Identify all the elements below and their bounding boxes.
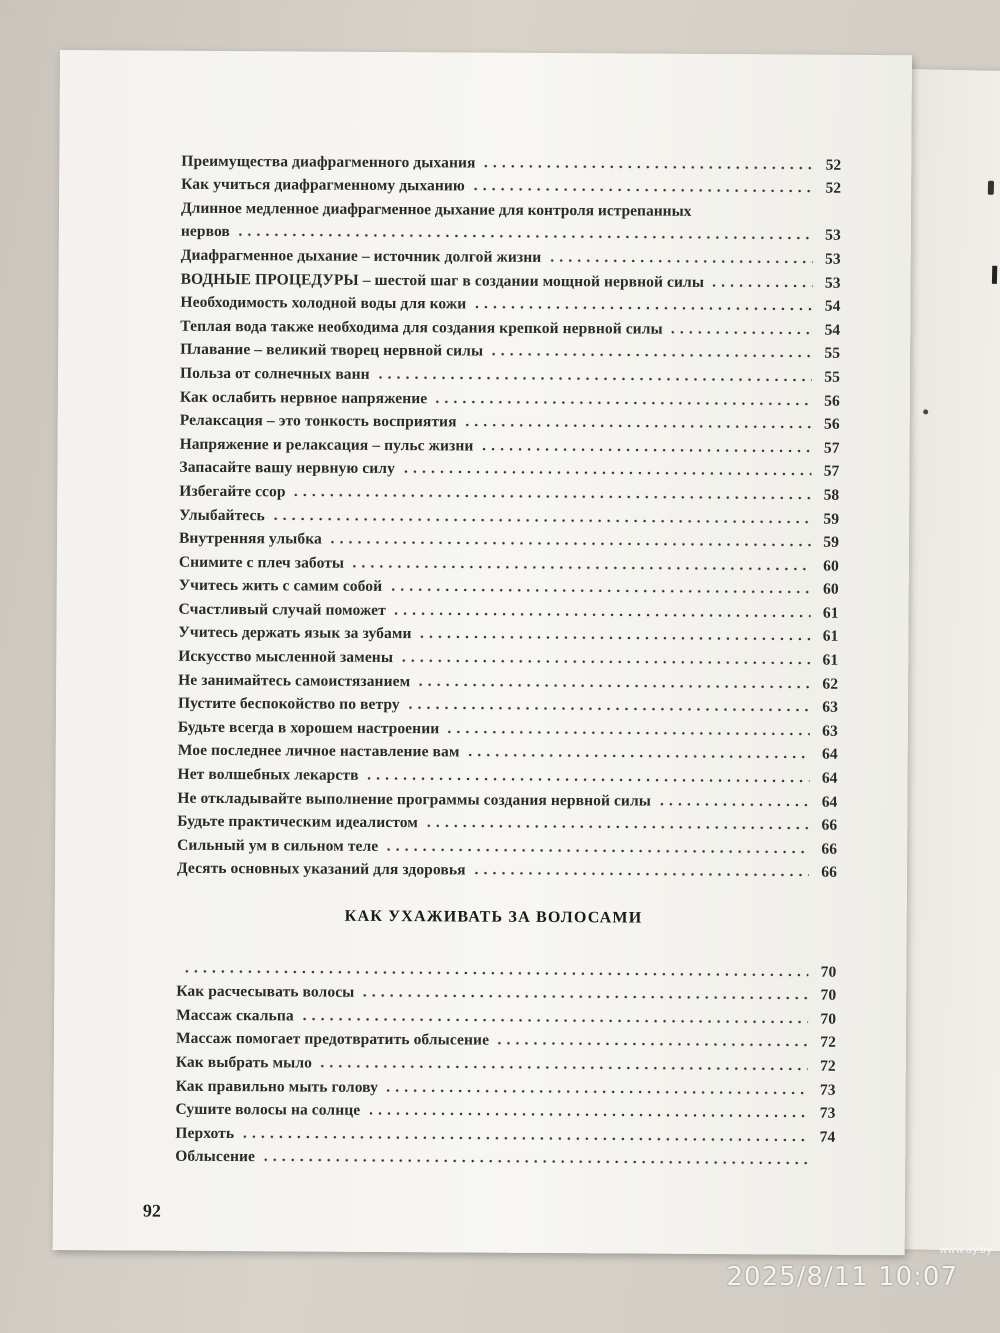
toc-entry (176, 1025, 836, 1053)
toc-entry-page: 72 (820, 1034, 837, 1052)
toc-entry (179, 477, 839, 505)
toc-entry (180, 288, 840, 316)
toc-entry-title: Будьте практическим идеалистом (177, 812, 419, 832)
dot-leader (463, 424, 812, 429)
toc-entry-title: Снимите с плеч заботы (178, 553, 345, 572)
toc-entry-title: Релаксация – это тонкость восприятия (179, 411, 457, 431)
section-title: КАК УХАЖИВАТЬ ЗА ВОЛОСАМИ (344, 907, 643, 927)
toc-entry-page: 66 (821, 816, 838, 834)
toc-entry-title: Облысение (175, 1148, 256, 1166)
toc-entry-title: Искусство мысленной замены (178, 647, 394, 667)
toc-entry-page: 64 (821, 746, 838, 764)
dot-leader (292, 493, 812, 499)
dot-leader (392, 612, 811, 618)
toc-entry-page: 52 (825, 156, 842, 174)
toc-entry-title: Сильный ум в сильном теле (177, 836, 379, 855)
toc-entry-title: Внутренняя улыбка (178, 529, 322, 548)
toc-entry (178, 666, 838, 694)
dot-leader (418, 636, 811, 641)
toc-entry (176, 977, 836, 1005)
toc-entry (179, 571, 839, 599)
toc-entry-page: 73 (819, 1081, 836, 1099)
dot-leader (182, 969, 808, 976)
dot-leader (669, 330, 813, 334)
toc-entry (177, 855, 837, 883)
toc-entry (178, 737, 838, 765)
dot-leader (472, 872, 809, 877)
toc-entry-title: Не занимайтесь самоистязанием (178, 671, 411, 690)
toc-entry (181, 147, 841, 175)
toc-entry-title: Как правильно мыть голову (175, 1077, 379, 1096)
watermark: www.ay.by (939, 1245, 992, 1256)
dot-leader (384, 848, 809, 854)
book-page (53, 50, 912, 1255)
toc-entry-title: Нет волшебных лекарств (177, 765, 359, 784)
toc-entry-page: 59 (823, 510, 840, 528)
toc-entry-title: Польза от солнечных ванн (179, 364, 370, 383)
dot-leader (445, 730, 810, 735)
toc-entry-page: 63 (822, 698, 839, 717)
toc-entry (176, 1001, 836, 1029)
dot-leader (489, 353, 812, 358)
toc-entry-page: 57 (823, 462, 840, 481)
toc-entry-page: 60 (822, 580, 839, 599)
toc-entry-page: 60 (823, 557, 839, 575)
toc-entry-page: 53 (824, 250, 841, 268)
dot-leader (479, 447, 811, 452)
toc-entry-page: 70 (820, 986, 837, 1004)
dot-leader (657, 802, 809, 806)
toc-entry-page: 56 (824, 392, 840, 410)
dot-leader (433, 400, 812, 405)
toc-entry-page: 53 (825, 227, 841, 245)
toc-entry-title: ВОДНЫЕ ПРОЦЕДУРЫ – шестой шаг в создании мощной нервной силы (180, 270, 705, 291)
toc-entry (181, 265, 841, 293)
toc-entry-title: Как расчесывать волосы (176, 982, 355, 1002)
toc-entry-title: Учитесь держать язык за зубами (178, 624, 412, 643)
toc-entry-title: Массаж скальпа (176, 1006, 294, 1025)
toc-entry-title: Напряжение и релаксация – пульс жизни (179, 435, 474, 455)
toc-list-part2 (175, 954, 836, 1170)
toc-entry (180, 335, 840, 363)
toc-list-part1 (177, 147, 841, 882)
toc-entry (176, 1072, 836, 1100)
toc-entry-page: 59 (823, 533, 840, 551)
dot-leader (388, 588, 811, 594)
toc-entry-page: 66 (821, 840, 838, 858)
dot-leader (360, 994, 808, 1000)
dot-leader (271, 517, 811, 523)
dot-leader (366, 1112, 807, 1118)
toc-entry-title-cont: нервов (180, 223, 230, 241)
dot-leader (300, 1017, 808, 1023)
toc-entry-page: 64 (821, 793, 838, 811)
toc-entry (178, 689, 838, 717)
toc-entry-page: 53 (824, 274, 841, 292)
toc-entry (179, 453, 839, 481)
toc-entry (177, 807, 837, 835)
dot-leader (710, 284, 813, 288)
toc-entry-title: Перхоть (175, 1124, 235, 1142)
toc-entry-page: 61 (822, 628, 839, 646)
dot-leader (240, 1135, 807, 1141)
toc-entry-page: 73 (819, 1104, 836, 1122)
toc-entry-page: 66 (821, 864, 838, 882)
dot-leader (495, 1042, 808, 1047)
page-number: 92 (142, 1200, 161, 1221)
toc-entry (180, 312, 840, 340)
dot-leader (401, 470, 811, 476)
toc-entry-page: 54 (824, 297, 841, 315)
toc-entry-title: Плавание – великий творец нервной силы (180, 341, 484, 360)
toc-entry (180, 359, 840, 387)
dot-leader (399, 659, 810, 665)
toc-entry-title: Как учиться диафрагменному дыханию (181, 175, 465, 195)
toc-entry (177, 831, 837, 859)
toc-entry-page: 57 (823, 439, 840, 457)
dot-leader (547, 259, 812, 264)
dot-leader (261, 1159, 807, 1165)
toc-entry-title: Будьте всегда в хорошем настроении (177, 718, 440, 738)
toc-entry-page: 70 (820, 1010, 837, 1028)
toc-entry-title: Запасайте вашу нервную силу (179, 459, 396, 478)
toc-entry (180, 406, 840, 434)
toc-entry-page: 63 (822, 722, 838, 740)
toc-entry-page: 64 (821, 769, 838, 787)
toc-entry-title: Теплая вода также необходима для создания крепкой нервной силы (180, 317, 663, 338)
toc-entry-title: Десять основных указаний для здоровья (176, 860, 466, 879)
toc-entry (178, 713, 838, 741)
dot-leader (466, 754, 810, 759)
toc-entry (178, 642, 838, 670)
toc-entry-title: Длинное медленное диафрагменное дыхание для контроля истрепанных (180, 199, 692, 220)
toc-entry-title: Учитесь жить с самим собой (178, 577, 383, 596)
toc-entry-page: 72 (820, 1057, 836, 1075)
toc-entry (181, 241, 841, 269)
dot-leader (424, 824, 809, 829)
dot-leader (318, 1065, 808, 1071)
dot-leader (376, 376, 812, 382)
toc-entry-title: Как выбрать мыло (175, 1053, 313, 1072)
dot-leader (472, 306, 812, 311)
toc-entry-page: 61 (822, 604, 839, 622)
toc-entry-title: Массаж помогает предотвратить облысение (175, 1030, 490, 1050)
toc-entry-page: 70 (820, 963, 837, 981)
toc-entry-page: 74 (819, 1128, 836, 1146)
toc-entry-title: Пустите беспокойство по ветру (177, 694, 400, 714)
dot-leader (416, 683, 810, 688)
photo-timestamp: 2025/8/11 10:07 (726, 1262, 958, 1292)
toc-entry (179, 595, 839, 623)
toc-entry (178, 760, 838, 788)
toc-entry-title: Диафрагменное дыхание – источник долгой жизни (180, 246, 542, 266)
toc-entry-page: 62 (822, 675, 839, 693)
toc-entry-title: Улыбайтесь (179, 506, 265, 524)
toc-entry-page: 55 (824, 345, 841, 363)
toc-entry (175, 1142, 835, 1170)
toc-entry-page: 58 (823, 486, 840, 504)
toc-entry-title: Преимущества диафрагменного дыхания (181, 152, 476, 172)
toc-entry-title: Необходимость холодной воды для кожи (180, 293, 467, 313)
dot-leader (406, 706, 810, 711)
toc-entry (179, 524, 839, 552)
dot-leader (481, 164, 813, 169)
toc-entry-page: 54 (824, 321, 841, 339)
toc-entry-title: Сушите волосы на солнце (175, 1100, 361, 1120)
dot-leader (471, 188, 813, 193)
toc-entry (180, 383, 840, 411)
toc-entry-title: Не откладывайте выполнение программы создания нервной силы (177, 789, 652, 810)
toc-entry-page: 55 (824, 368, 841, 386)
dot-leader (236, 233, 813, 240)
toc-entry-title: Счастливый случай поможет (178, 600, 386, 619)
toc-entry-page: 56 (823, 415, 840, 433)
toc-entry (181, 170, 841, 198)
toc-entry (180, 430, 840, 458)
toc-entry (178, 619, 838, 647)
toc-entry-page: 61 (822, 651, 839, 669)
toc-entry (175, 1095, 835, 1123)
toc-entry-title: Мое последнее личное наставление вам (177, 742, 460, 761)
toc-entry (179, 548, 839, 576)
dot-leader (350, 564, 811, 570)
toc-entry-page: 52 (825, 179, 842, 197)
toc-entry-title: Избегайте ссор (179, 482, 286, 501)
dot-leader (384, 1089, 808, 1095)
toc-entry (176, 1048, 836, 1076)
toc-entry-title: Как ослабить нервное напряжение (179, 388, 428, 407)
dot-leader (365, 777, 810, 783)
dot-leader (328, 541, 811, 547)
toc-entry (177, 784, 837, 812)
